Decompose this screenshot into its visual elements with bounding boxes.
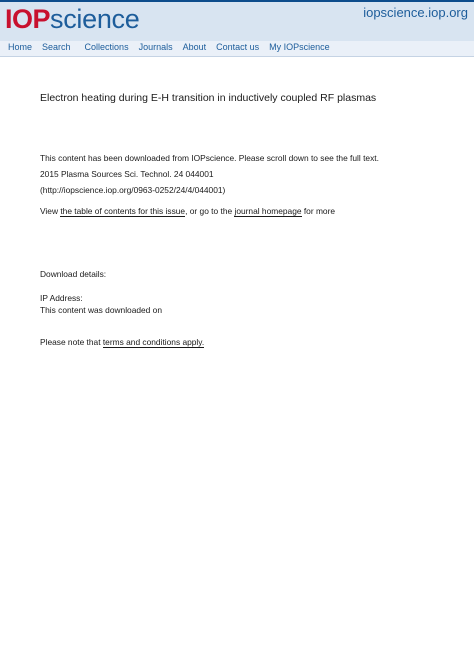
download-details-heading: Download details: — [40, 269, 107, 279]
nav-item-home[interactable]: Home — [8, 42, 33, 52]
nav-item-my-iopscience[interactable]: My IOPscience — [269, 42, 330, 52]
nav-item-about[interactable]: About — [182, 42, 207, 52]
logo-iop-text: IOP — [5, 4, 51, 34]
ip-address-label: IP Address: — [40, 293, 83, 303]
view-middle: , or go to the — [185, 206, 235, 216]
logo-science-text: science — [50, 4, 140, 34]
nav-item-journals[interactable]: Journals — [138, 42, 173, 52]
nav-item-collections[interactable]: Collections — [84, 42, 129, 52]
nav-item-contact-us[interactable]: Contact us — [216, 42, 260, 52]
iopscience-logo[interactable] — [5, 4, 139, 34]
view-line — [40, 206, 335, 216]
download-notice: This content has been downloaded from IOPscience. Please scroll down to see the full text. — [40, 153, 379, 163]
nav-list — [8, 42, 340, 52]
terms-prefix: Please note that — [40, 337, 103, 347]
view-suffix: for more — [301, 206, 336, 216]
article-title: Electron heating during E-H transition in inductively coupled RF plasmas — [40, 92, 377, 104]
view-prefix: View — [40, 206, 61, 216]
main-nav — [0, 41, 474, 57]
downloaded-on-label: This content was downloaded on — [40, 305, 162, 315]
terms-line — [40, 337, 204, 347]
citation: 2015 Plasma Sources Sci. Technol. 24 044001 — [40, 169, 214, 179]
doi-url: (http://iopscience.iop.org/0963-0252/24/4/044001) — [40, 185, 226, 195]
site-url-link[interactable]: iopscience.iop.org — [363, 5, 468, 20]
table-of-contents-link[interactable]: the table of contents for this issue — [60, 206, 186, 216]
terms-and-conditions-link[interactable]: terms and conditions apply. — [102, 337, 205, 347]
site-header — [0, 2, 474, 41]
journal-homepage-link[interactable]: journal homepage — [234, 206, 302, 216]
nav-item-search[interactable]: Search — [42, 42, 71, 52]
